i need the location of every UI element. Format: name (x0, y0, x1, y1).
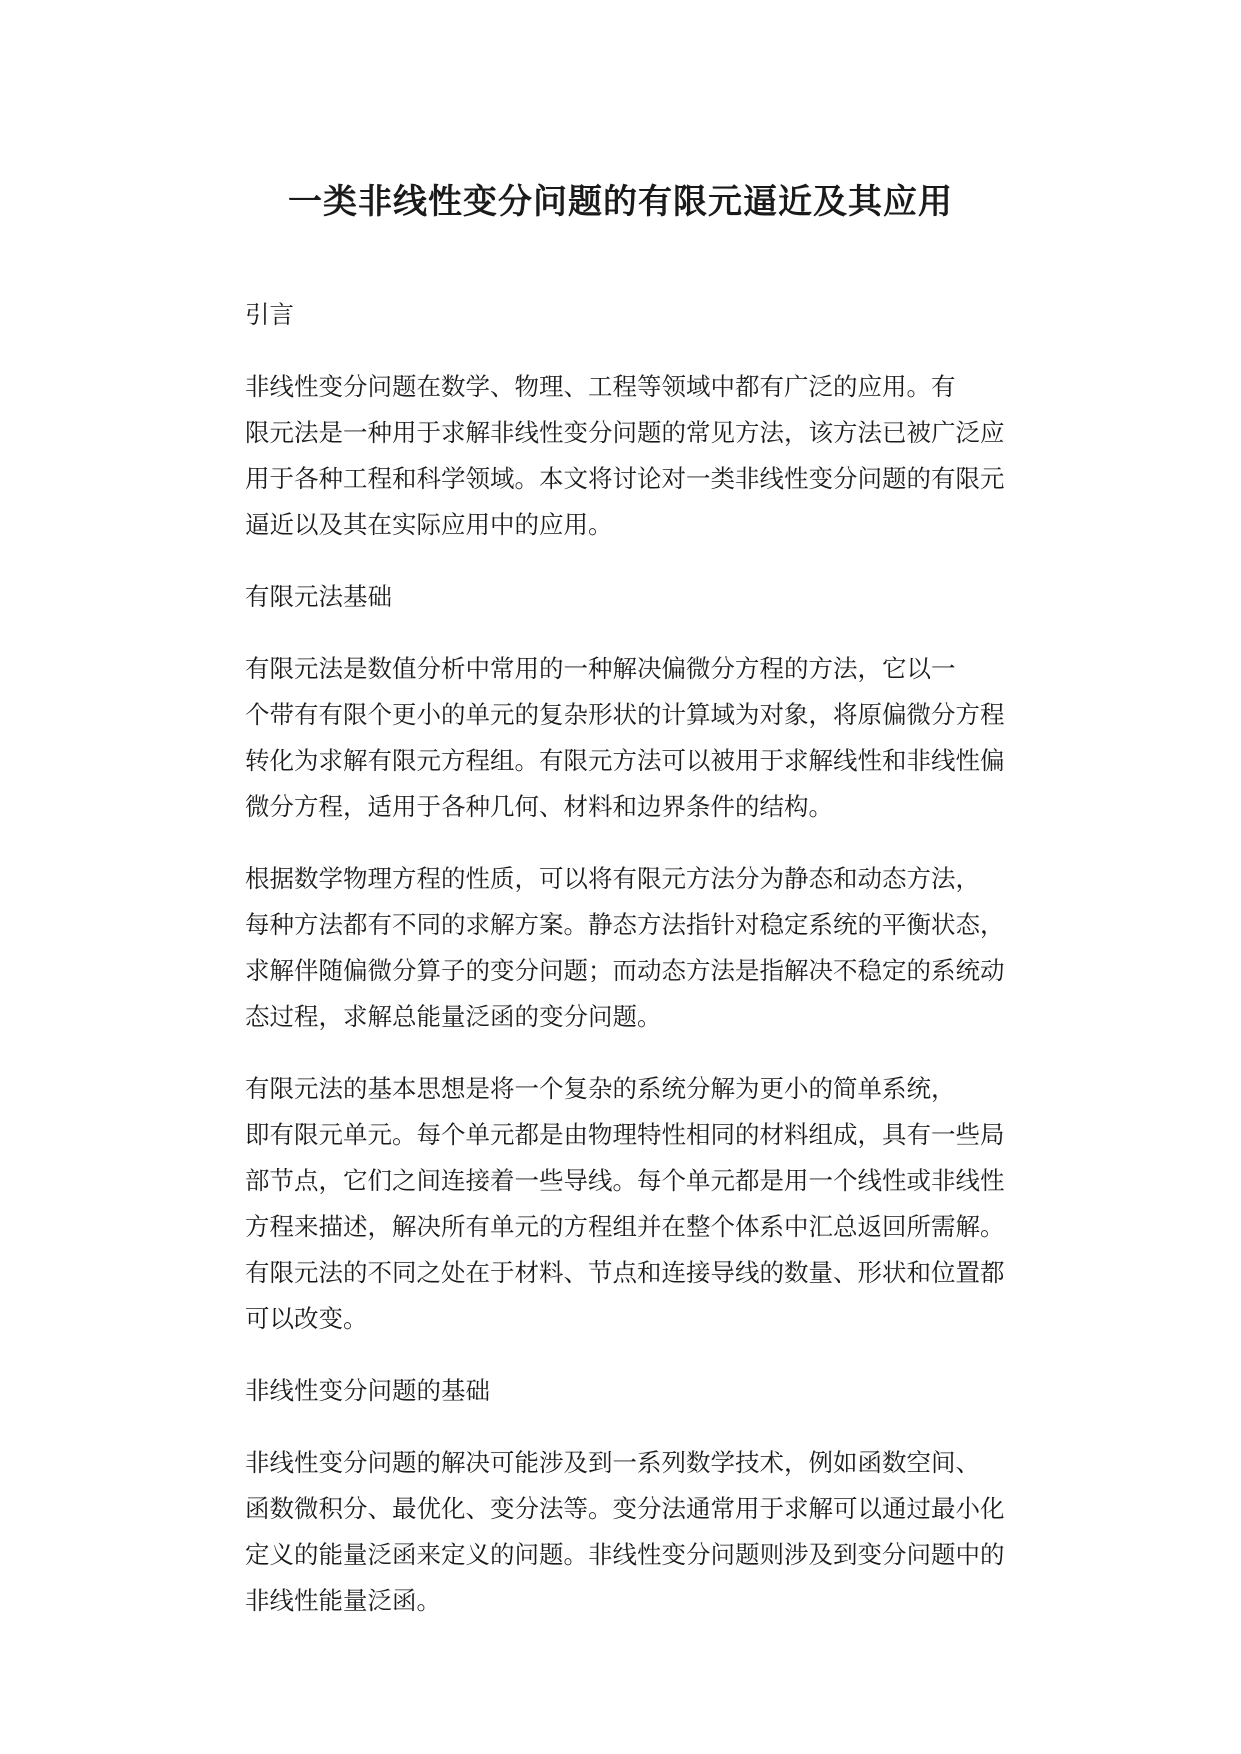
paragraph-line: 非线性变分问题的解决可能涉及到一系列数学技术，例如函数空间、 (245, 1448, 980, 1477)
paragraph-line: 求解伴随偏微分算子的变分问题；而动态方法是指解决不稳定的系统动 (245, 956, 1005, 985)
section-heading-nonlinear-basics: 非线性变分问题的基础 (245, 1376, 490, 1405)
section-heading-fem-basics: 有限元法基础 (245, 582, 392, 611)
paragraph-line: 态过程，求解总能量泛函的变分问题。 (245, 1002, 662, 1031)
paragraph-line: 即有限元单元。每个单元都是由物理特性相同的材料组成，具有一些局 (245, 1120, 1005, 1149)
paragraph-line: 有限元法的不同之处在于材料、节点和连接导线的数量、形状和位置都 (245, 1258, 1005, 1287)
paragraph-line: 定义的能量泛函来定义的问题。非线性变分问题则涉及到变分问题中的 (245, 1540, 1005, 1569)
paragraph-line: 每种方法都有不同的求解方案。静态方法指针对稳定系统的平衡状态， (245, 910, 1005, 939)
section-heading-introduction: 引言 (245, 300, 294, 329)
paragraph (187, 1066, 1047, 1342)
document-title: 一类非线性变分问题的有限元逼近及其应用 (288, 182, 953, 222)
paragraph-line: 限元法是一种用于求解非线性变分问题的常见方法，该方法已被广泛应 (245, 418, 1005, 447)
paragraph-line: 微分方程，适用于各种几何、材料和边界条件的结构。 (245, 792, 833, 821)
paragraph-line: 可以改变。 (245, 1304, 368, 1333)
paragraph (187, 364, 1047, 548)
paragraph-line: 函数微积分、最优化、变分法等。变分法通常用于求解可以通过最小化 (245, 1494, 1005, 1523)
paragraph (187, 1440, 1047, 1624)
document-body (187, 292, 1047, 1650)
paragraph (187, 646, 1047, 830)
paragraph-line: 部节点，它们之间连接着一些导线。每个单元都是用一个线性或非线性 (245, 1166, 1005, 1195)
paragraph-line: 逼近以及其在实际应用中的应用。 (245, 510, 613, 539)
paragraph-line: 根据数学物理方程的性质，可以将有限元方法分为静态和动态方法， (245, 864, 980, 893)
paragraph (187, 856, 1047, 1040)
paragraph-line: 方程来描述，解决所有单元的方程组并在整个体系中汇总返回所需解。 (245, 1212, 1005, 1241)
paragraph-line: 用于各种工程和科学领域。本文将讨论对一类非线性变分问题的有限元 (245, 464, 1005, 493)
paragraph-line: 转化为求解有限元方程组。有限元方法可以被用于求解线性和非线性偏 (245, 746, 1005, 775)
paragraph-line: 有限元法的基本思想是将一个复杂的系统分解为更小的简单系统， (245, 1074, 956, 1103)
paragraph-line: 非线性变分问题在数学、物理、工程等领域中都有广泛的应用。有 (245, 372, 956, 401)
paragraph-line: 非线性能量泛函。 (245, 1586, 441, 1615)
paragraph-line: 个带有有限个更小的单元的复杂形状的计算域为对象，将原偏微分方程 (245, 700, 1005, 729)
paragraph-line: 有限元法是数值分析中常用的一种解决偏微分方程的方法，它以一 (245, 654, 956, 683)
